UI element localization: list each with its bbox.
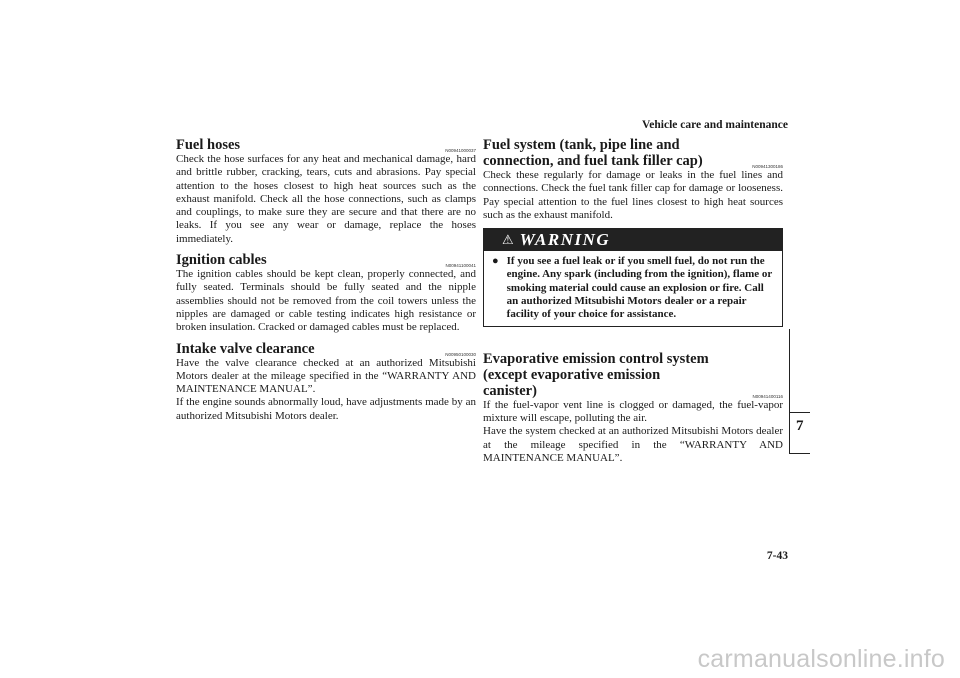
watermark: carmanualsonline.info	[697, 645, 945, 673]
section-fuel-hoses	[176, 137, 476, 246]
section-title: Fuel hoses	[176, 137, 241, 153]
warning-text: If you see a fuel leak or if you smell fuel, do not run the engine. Any spark (including from the ignition), flame or smoking material could cause an explosion or fire. Call an authorized Mitsubishi Motors dealer or a repair facility of your choice for assistance.	[506, 255, 773, 321]
section-header	[176, 341, 476, 357]
section-code: N00941400116	[752, 393, 783, 399]
section-evaporative-emission	[483, 351, 783, 465]
section-header	[176, 252, 476, 268]
section-header	[483, 351, 783, 399]
warning-header	[484, 229, 782, 251]
section-header	[483, 137, 783, 169]
section-body: The ignition cables should be kept clean, properly connected, and fully seated. Terminals should be fully seated and the nipple assemblies should not be removed from the coil towers unless the nipples are damaged or cable testing indicates high resistance or broken insulation. Cracked or damaged cables must be replaced.	[176, 268, 476, 334]
section-body: If the fuel-vapor vent line is clogged or damaged, the fuel-vapor mixture will escape, polluting the air. Have the system checked at an authorized Mitsubishi Motors dealer at the mileage specified in the “WARRANTY AND MAINTENANCE MANUAL”.	[483, 398, 783, 464]
section-body: Check the hose surfaces for any heat and mechanical damage, hard and brittle rubber, cracking, tears, cuts and abrasions. Pay special attention to the hoses closest to high heat sources such as the exhaust manifold. Check all the hose connections, such as clamps and couplings, to make sure they are secure and that there are no leaks. If you see any wear or damage, replace the hoses immediately.	[176, 153, 476, 245]
section-intake-valve-clearance	[176, 341, 476, 423]
section-code: N00941300186	[752, 164, 783, 169]
left-column	[176, 137, 476, 429]
chapter-tab-line	[789, 329, 810, 412]
section-body: Check these regularly for damage or leaks in the fuel lines and connections. Check the fuel tank filler cap for damage or looseness. Pay special attention to the fuel lines closest to high heat sources such as the exhaust manifold.	[483, 169, 783, 221]
section-header	[176, 137, 476, 153]
section-code: N00950100030	[445, 351, 476, 357]
section-body: Have the valve clearance checked at an authorized Mitsubishi Motors dealer at the mileage specified in the “WARRANTY AND MAINTENANCE MANUAL”. If the engine sounds abnormally loud, have adjustments made by an authorized Mitsubishi Motors dealer.	[176, 356, 476, 422]
warning-label: WARNING	[519, 230, 611, 250]
bullet-icon: ●	[492, 255, 499, 268]
warning-box	[483, 228, 783, 326]
chapter-tab-number: 7	[796, 418, 804, 434]
running-header: Vehicle care and maintenance	[642, 119, 788, 131]
section-code: N00941100041	[445, 263, 476, 269]
section-fuel-system	[483, 137, 783, 222]
section-title: Ignition cables	[176, 252, 267, 269]
page-number: 7-43	[766, 550, 788, 562]
right-column	[483, 137, 783, 471]
section-title: Fuel system (tank, pipe line and connection, and fuel tank filler cap)	[483, 137, 703, 169]
section-title: Evaporative emission control system (except evaporative emission canister)	[483, 350, 709, 399]
section-ignition-cables	[176, 252, 476, 334]
section-code: N00941000037	[445, 148, 476, 153]
warning-triangle-icon: ⚠	[502, 232, 514, 248]
warning-body	[484, 251, 782, 325]
section-title: Intake valve clearance	[176, 340, 315, 357]
